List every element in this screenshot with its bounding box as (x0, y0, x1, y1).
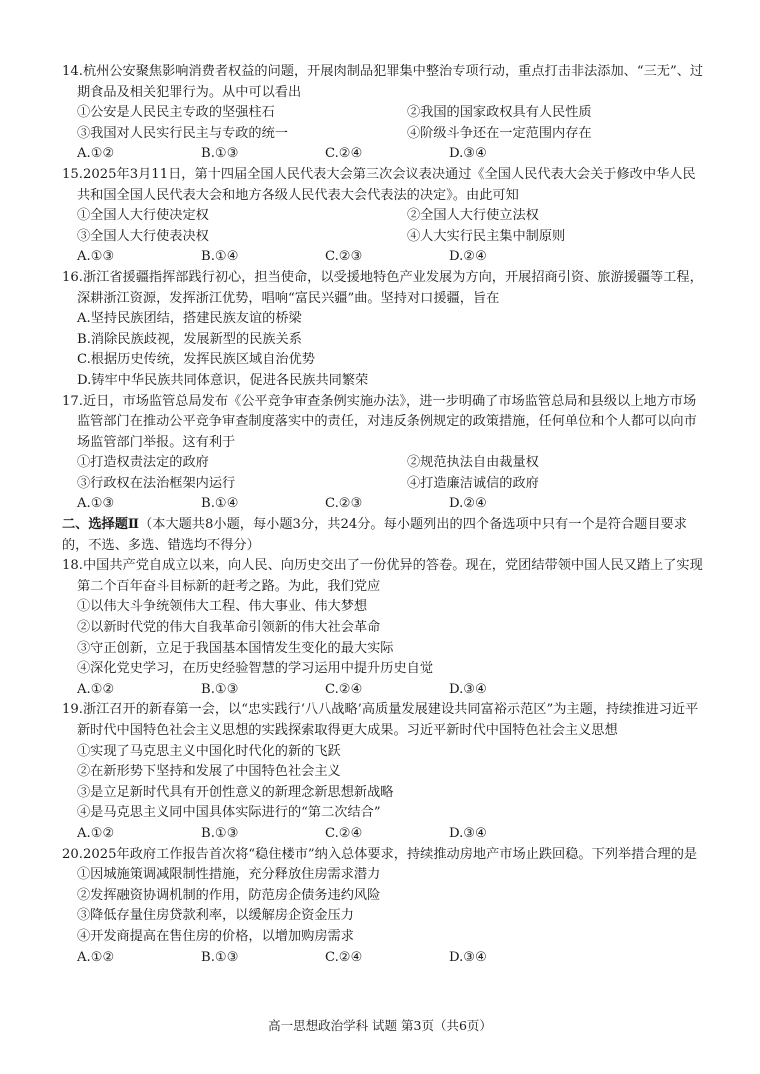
question-stem: 17.近日，市场监管总局发布《公平竞争审查条例实施办法》，进一步明确了市场监管总局和县级以上地方市场监管部门在推动公平竞争审查制度落实中的责任，对违反条例规定的政策措施，任何单位和个人都可以向市场监管部门举报。这有利于 (62, 393, 697, 450)
option-d: D.③④ (449, 681, 487, 697)
question-14 (62, 62, 704, 165)
options-row (62, 247, 704, 268)
options-row (62, 948, 704, 969)
statement-3: ③行政权在法治框架内运行 (77, 475, 236, 491)
option-b: B.①③ (201, 681, 239, 697)
statement-3: ③降低存量住房贷款利率，以缓解房企资金压力 (77, 908, 354, 924)
statement-1: ①全国人大行使决定权 (77, 208, 209, 224)
statement-1: ①打造权责法定的政府 (77, 455, 209, 471)
statement-4: ④开发商提高在售住房的价格，以增加购房需求 (77, 928, 354, 944)
question-17 (62, 392, 704, 516)
option-b: B.①③ (201, 146, 239, 162)
option-d: D.③④ (449, 949, 487, 965)
page-footer: 高一思想政治学科 试题 第3页（共6页） (268, 1018, 492, 1033)
option-d: D.②④ (449, 249, 487, 265)
statement-4: ④阶级斗争还在一定范围内存在 (407, 125, 592, 141)
statement-1: ①因城施策调减限制性措施，充分释放住房需求潜力 (77, 867, 381, 883)
options-row (62, 680, 704, 701)
statement-row (62, 206, 704, 227)
options-row (62, 824, 704, 845)
statement-4: ④深化党史学习，在历史经验智慧的学习运用中提升历史自觉 (77, 661, 434, 677)
statement-3: ③是立足新时代具有开创性意义的新理念新思想新战略 (77, 784, 394, 800)
option-b: B.①③ (201, 949, 239, 965)
statement-4: ④人大实行民主集中制原则 (407, 228, 566, 244)
options-row (62, 144, 704, 165)
section-instructions: （本大题共8小题，每小题3分，共24分。每小题列出的四个备选项中只有一个是符合题目要求的，不选、多选、错选均不得分） (62, 517, 687, 553)
statement-3: ③守正创新，立足于我国基本国情发生变化的最大实际 (77, 640, 394, 656)
option-c: C.②③ (325, 496, 363, 512)
option-a: A.坚持民族团结，搭建民族友谊的桥梁 (77, 311, 302, 327)
statement-2: ②在新形势下坚持和发展了中国特色社会主义 (77, 764, 341, 780)
statement-row (62, 453, 704, 474)
option-c: C.②④ (325, 949, 363, 965)
option-c: C.②④ (325, 681, 363, 697)
option-c: C.②④ (325, 146, 363, 162)
question-stem: 20.2025年政府工作报告首次将“稳住楼市”纳入总体要求，持续推动房地产市场止跌回稳。下列举措合理的是 (62, 846, 698, 862)
statement-4: ④是马克思主义同中国具体实际进行的“第二次结合” (77, 805, 381, 821)
options-row (62, 494, 704, 515)
statement-3: ③全国人大行使表决权 (77, 228, 209, 244)
option-d: D.②④ (449, 496, 487, 512)
statement-row (62, 474, 704, 495)
option-b: B.①③ (201, 825, 239, 841)
statement-2: ②全国人大行使立法权 (407, 208, 539, 224)
statement-row (62, 103, 704, 124)
statement-1: ①以伟大斗争统领伟大工程、伟大事业、伟大梦想 (77, 599, 368, 615)
statement-4: ④打造廉洁诚信的政府 (407, 475, 539, 491)
question-stem: 14.杭州公安聚焦影响消费者权益的问题，开展肉制品犯罪集中整治专项行动，重点打击非法添加、“三无”、过期食品及相关犯罪行为。从中可以看出 (62, 64, 704, 100)
question-19 (62, 700, 704, 844)
statement-row (62, 124, 704, 145)
option-c: C.②④ (325, 825, 363, 841)
statement-1: ①实现了马克思主义中国化时代化的新的飞跃 (77, 743, 341, 759)
section-title: 二、选择题Ⅱ (62, 517, 140, 533)
option-a: A.①② (77, 825, 115, 841)
option-b: B.①④ (201, 496, 239, 512)
question-stem: 16.浙江省援疆指挥部践行初心，担当使命，以受援地特色产业发展为方向，开展招商引资、旅游援疆等工程，深耕浙江资源，发挥浙江优势，唱响“富民兴疆”曲。坚持对口援疆，旨在 (62, 269, 703, 306)
option-c: C.根据历史传统，发挥民族区域自治优势 (77, 352, 315, 368)
option-b: B.消除民族歧视，发展新型的民族关系 (77, 331, 302, 347)
question-20 (62, 845, 704, 969)
option-a: A.①② (77, 681, 115, 697)
statement-1: ①公安是人民民主专政的坚强柱石 (77, 105, 275, 121)
option-b: B.①④ (201, 249, 239, 265)
option-d: D.铸牢中华民族共同体意识，促进各民族共同繁荣 (77, 372, 369, 388)
option-a: A.①③ (77, 496, 115, 512)
option-a: A.①③ (77, 249, 115, 265)
statement-row (62, 227, 704, 248)
statement-2: ②我国的国家政权具有人民性质 (407, 105, 592, 121)
option-a: A.①② (77, 949, 115, 965)
statement-2: ②发挥融资协调机制的作用，防范房企债务违约风险 (77, 887, 381, 903)
option-d: D.③④ (449, 146, 487, 162)
question-stem: 18.中国共产党自成立以来，向人民、向历史交出了一份优异的答卷。现在，党团结带领中国人民又踏上了实现第二个百年奋斗目标新的赶考之路。为此，我们党应 (62, 558, 703, 594)
question-15 (62, 165, 704, 268)
option-a: A.①② (77, 146, 115, 162)
option-d: D.③④ (449, 825, 487, 841)
question-16 (62, 268, 704, 392)
question-stem: 15.2025年3月11日，第十四届全国人民代表大会第三次会议表决通过《全国人民代表大会关于修改中华人民共和国全国人民代表大会和地方各级人民代表大会代表法的决定》。由此可知 (62, 166, 696, 203)
option-c: C.②③ (325, 249, 363, 265)
statement-3: ③我国对人民实行民主与专政的统一 (77, 125, 288, 141)
statement-2: ②以新时代党的伟大自我革命引领新的伟大社会革命 (77, 620, 381, 636)
question-stem: 19.浙江召开的新春第一会，以“忠实践行‘八八战略’高质量发展建设共同富裕示范区”为主题，持续推进习近平新时代中国特色社会主义思想的实践探索取得更大成果。习近平新时代中国特色社会主义思想 (62, 702, 699, 738)
statement-2: ②规范执法自由裁量权 (407, 455, 539, 471)
question-18 (62, 556, 704, 700)
section-heading (62, 515, 704, 556)
